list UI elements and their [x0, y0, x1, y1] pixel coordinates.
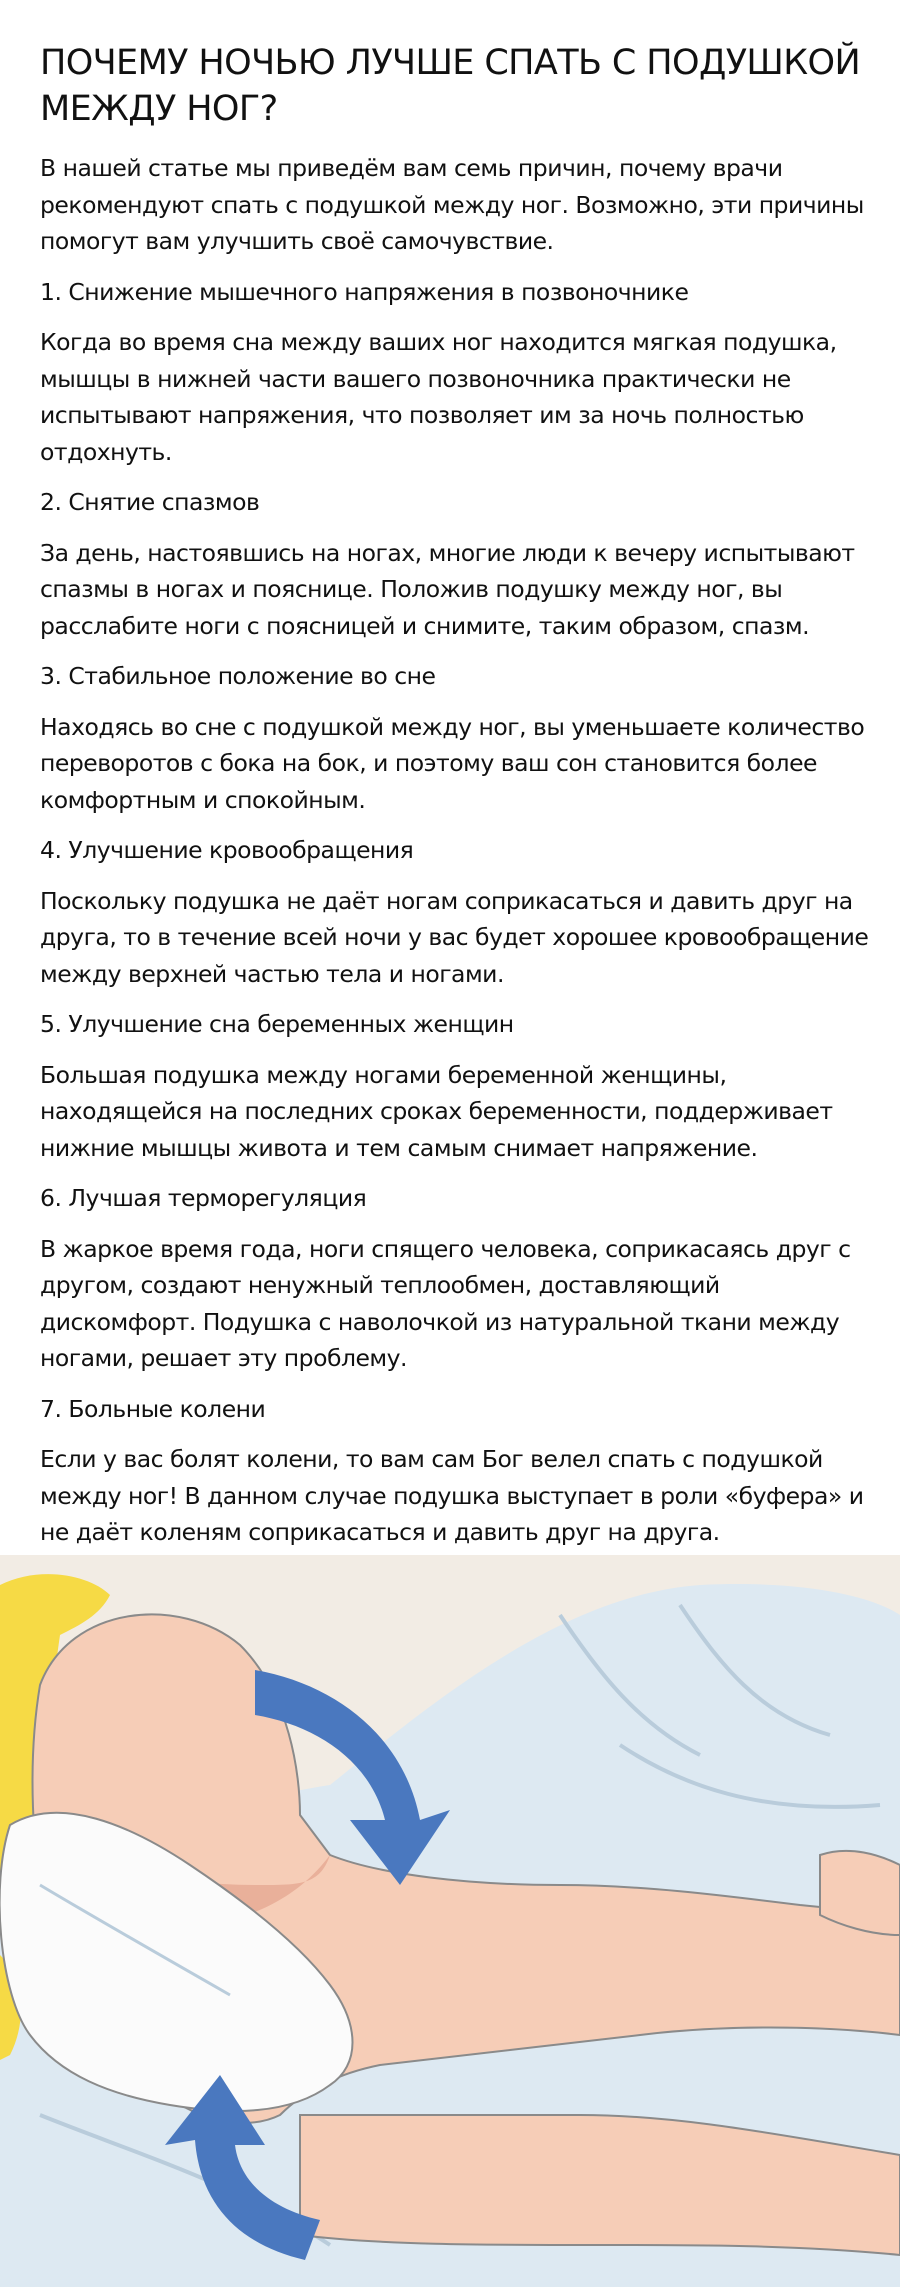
section-heading-7: 7. Больные колени [40, 1394, 266, 1423]
section-text-2: За день, настоявшись на ногах, многие люди к вечеру испытывают спазмы в ногах и пояснице. Положив подушку между ног, вы расслабите ноги с поясницей и снимите, таким образом, спазм. [40, 538, 855, 640]
illustration-canvas [0, 1555, 900, 2287]
article-title: ПОЧЕМУ НОЧЬЮ ЛУЧШЕ СПАТЬ С ПОДУШКОЙ МЕЖДУ НОГ? [40, 43, 861, 129]
sleeping-with-pillow-illustration [0, 1555, 900, 2287]
section-heading-3: 3. Стабильное положение во сне [40, 662, 436, 690]
section-heading-6: 6. Лучшая терморегуляция [40, 1184, 367, 1212]
section-heading-1: 1. Снижение мышечного напряжения в позвоночнике [40, 277, 689, 306]
section-heading-2: 2. Снятие спазмов [40, 488, 260, 516]
article-intro: В нашей статье мы приведём вам семь причин, почему врачи рекомендуют спать с подушкой между ног. Возможно, эти причины помогут вам улучшить своё самочувствие. [40, 154, 864, 255]
section-text-4: Поскольку подушка не даёт ногам соприкасаться и давить друг на друга, то в течение всей ночи у вас будет хорошее кровообращение между верхней частью тела и ногами. [40, 886, 869, 988]
section-text-1: Когда во время сна между ваших ног находится мягкая подушка, мышцы в нижней части вашего позвоночника практически не испытывают напряжения, что позволяет им за ночь полностью отдохнуть. [40, 328, 837, 466]
section-text-6: В жаркое время года, ноги спящего человека, соприкасаясь друг с другом, создают ненужный теплообмен, доставляющий дискомфорт. Подушка с наволочкой из натуральной ткани между ногами, решает эту проблему. [40, 1234, 851, 1372]
section-heading-4: 4. Улучшение кровообращения [40, 836, 414, 864]
section-text-7: Если у вас болят колени, то вам сам Бог велел спать с подушкой между ног! В данном случае подушка выступает в роли «буфера» и не даёт коленям соприкасаться и давить друг на друга. [40, 1445, 864, 1546]
section-heading-5: 5. Улучшение сна беременных женщин [40, 1010, 514, 1038]
section-text-5: Большая подушка между ногами беременной женщины, находящейся на последних сроках беременности, поддерживает нижние мышцы живота и тем самым снимает напряжение. [40, 1060, 833, 1162]
section-text-3: Находясь во сне с подушкой между ног, вы уменьшаете количество переворотов с бока на бок, и поэтому ваш сон становится более комфортным и спокойным. [40, 712, 865, 814]
article [40, 40, 880, 1565]
